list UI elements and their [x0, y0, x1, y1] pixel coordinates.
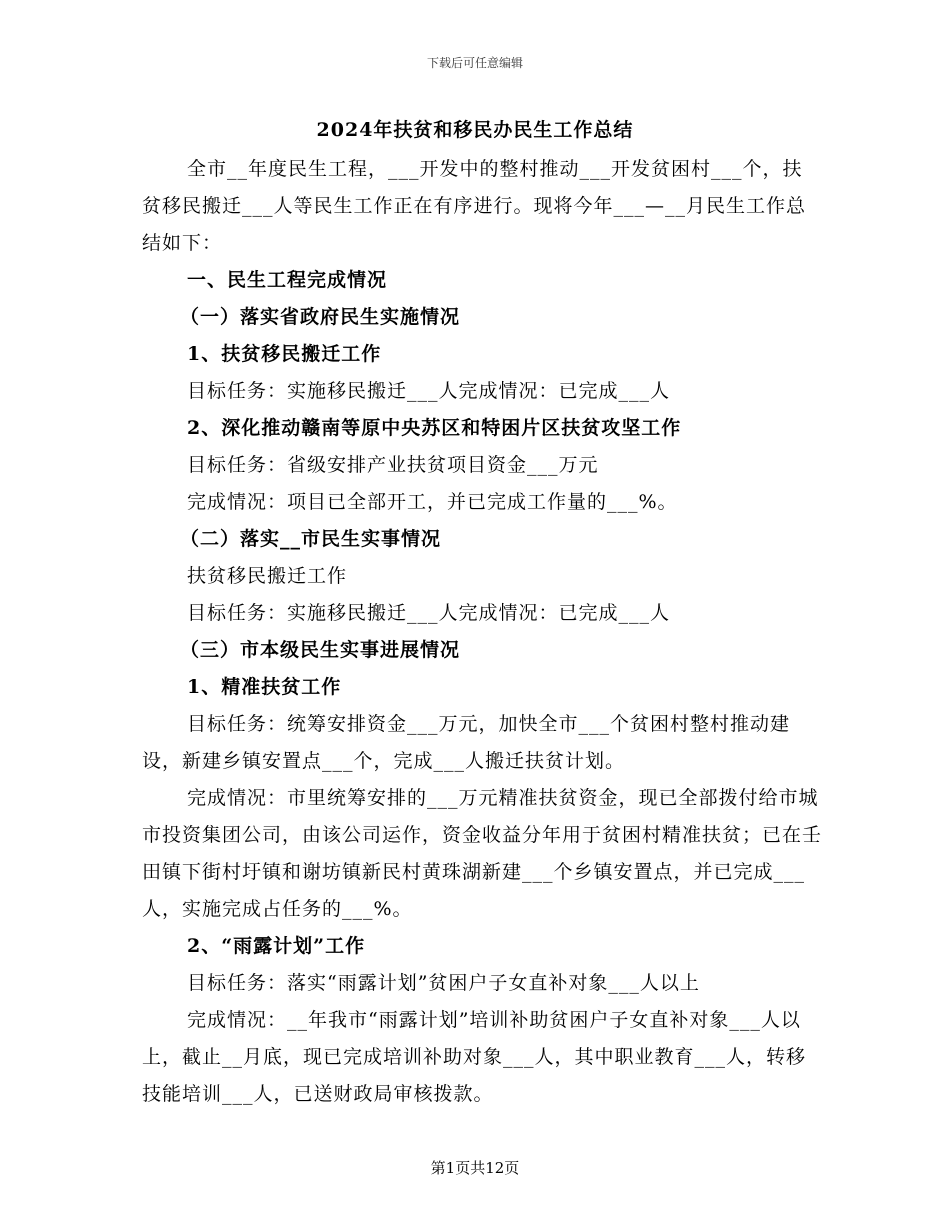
section-heading: 一、民生工程完成情况 [187, 269, 388, 291]
subsection-heading: （三）市本级民生实事进展情况 [180, 639, 461, 661]
subsection-heading: （一）落实省政府民生实施情况 [180, 306, 461, 328]
target-text: 目标任务：实施移民搬迁___人完成情况：已完成___人 [187, 380, 671, 402]
item-heading: 1、扶贫移民搬迁工作 [187, 343, 382, 365]
header-note: 下载后可任意编辑 [426, 56, 523, 70]
item-heading: 2、深化推动赣南等原中央苏区和特困片区扶贫攻坚工作 [187, 417, 682, 439]
intro-paragraph: 全市__年度民生工程，___开发中的整村推动___开发贫困村___个，扶贫移民搬迁___人等民生工作正在有序进行。现将今年___—__月民生工作总结如下： [142, 158, 807, 254]
item-heading: 2、“雨露计划”工作 [187, 935, 366, 957]
target-paragraph: 目标任务：统筹安排资金___万元，加快全市___个贫困村整村推动建设，新建乡镇安置点___个，完成___人搬迁扶贫计划。 [142, 713, 791, 772]
subsection-heading: （二）落实__市民生实事情况 [180, 528, 442, 550]
target-text: 目标任务：实施移民搬迁___人完成情况：已完成___人 [187, 602, 671, 624]
plain-line: 扶贫移民搬迁工作 [187, 565, 348, 587]
target-text: 目标任务：落实“雨露计划”贫困户子女直补对象___人以上 [187, 972, 700, 994]
item-heading: 1、精准扶贫工作 [187, 676, 342, 698]
status-paragraph: 完成情况：市里统筹安排的___万元精准扶贫资金，现已全部拨付给市城市投资集团公司，由该公司运作，资金收益分年用于贫困村精准扶贫；已在壬田镇下街村圩镇和谢坊镇新民村黄珠湖新建___个乡镇安置点，并已完成___人，实施完成占任务的___%。 [142, 787, 823, 920]
status-text: 完成情况：项目已全部开工，并已完成工作量的___%。 [187, 491, 678, 513]
document-title: 2024年扶贫和移民办民生工作总结 [316, 119, 634, 141]
target-text: 目标任务：省级安排产业扶贫项目资金___万元 [187, 454, 599, 476]
page-footer: 第1页共12页 [430, 1159, 520, 1177]
document-body [142, 151, 822, 1113]
status-paragraph: 完成情况：__年我市“雨露计划”培训补助贫困户子女直补对象___人以上，截止__月底，现已完成培训补助对象___人，其中职业教育___人，转移技能培训___人，已送财政局审核拨款。 [142, 1009, 807, 1105]
